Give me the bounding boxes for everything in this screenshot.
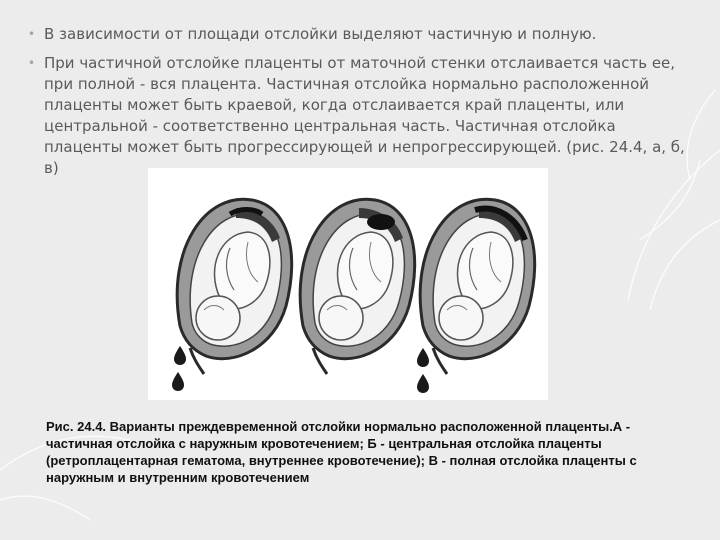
bullet-list — [26, 24, 696, 187]
bullet-text: При частичной отслойке плаценты от маточной стенки отслаивается часть ее, при полной - вся плацента. Частичная отслойка нормально расположенной плаценты может быть краевой, когда отслаивается край плаценты, или центральной - соответственно центральная часть. Частичная отслойка плаценты может быть прогрессирующей и непрогрессирующей. (рис. 24.4, а, б, в) — [44, 54, 685, 177]
uterus-complete-abruption-external-internal-bleeding-icon — [417, 199, 535, 393]
bullet-item — [26, 24, 696, 45]
uterus-central-abruption-internal-bleeding-icon — [300, 199, 415, 374]
bullet-text: В зависимости от площади отслойки выделяют частичную и полную. — [44, 25, 597, 43]
uterus-partial-abruption-external-bleeding-icon — [172, 199, 292, 391]
bullet-marker: • — [28, 27, 36, 41]
figure-caption: Рис. 24.4. Варианты преждевременной отслойки нормально расположенной плаценты.А - частичная отслойка с наружным кровотечением; Б - центральная отслойка плаценты (ретроплацентарная гематома, внутреннее кровотечение); В - полная отслойка плаценты с наружным и внутренним кровотечением — [46, 419, 637, 485]
bullet-marker: • — [28, 56, 36, 70]
bullet-item — [26, 53, 696, 179]
illustration-figure — [148, 168, 548, 400]
